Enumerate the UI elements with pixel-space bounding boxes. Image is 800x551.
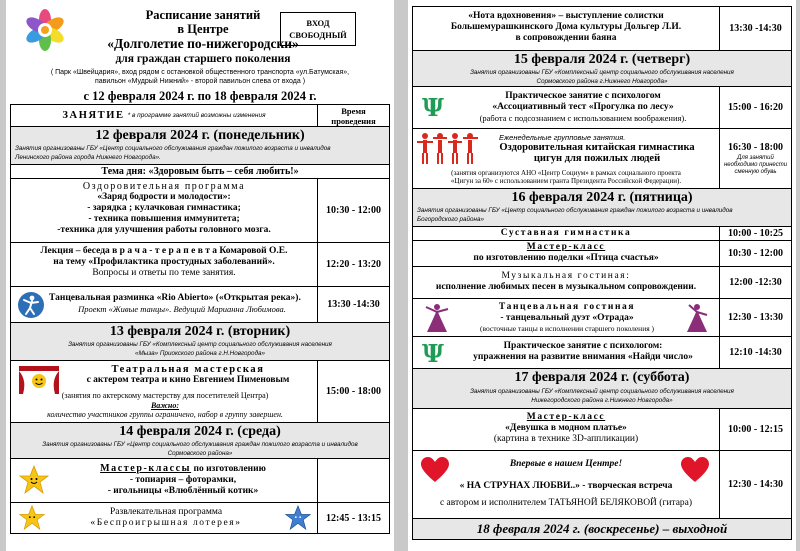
event-line: (занятия по актерскому мастерству для посетителей Центра)	[61, 391, 269, 400]
list-item	[412, 128, 792, 188]
event-title: Танцевальная гостиная	[498, 302, 636, 312]
event-line: -техника для улучшения работы головного мозга.	[57, 225, 271, 235]
organizer-line-2: Сормовского района»	[167, 449, 233, 457]
flower-logo-icon	[20, 8, 70, 52]
column-time: Время проведения	[317, 105, 389, 126]
day-title: 18 февраля 2024 г. (воскресенье) – выходной	[476, 521, 728, 536]
event-line: Практическое занятие с психологом:	[503, 341, 663, 351]
list-item	[412, 336, 792, 368]
day-header-wednesday	[10, 422, 390, 458]
list-item	[10, 458, 390, 502]
header-subtitle: в Центре	[177, 22, 229, 36]
heart-icon	[681, 457, 709, 483]
event-line: Танцевальная разминка «Rio Abierto» («Открытая река»).	[49, 293, 301, 303]
event-time: 10:00 - 10:25	[719, 227, 791, 240]
event-line: в сопровождении баяна	[515, 33, 617, 43]
event-line: Практическое занятие с психологом	[505, 91, 661, 101]
event-time: 15:00 - 16:20	[719, 87, 791, 128]
event-title: Музыкальная гостиная:	[501, 271, 631, 281]
event-line: на тему «Профилактика простудных заболеваний».	[53, 257, 275, 267]
smiling-star-icon	[285, 505, 311, 531]
event-line: «Девушка в модном платье»	[505, 423, 627, 433]
qigong-people-icon	[417, 131, 479, 165]
psi-icon: Ψ	[422, 338, 444, 368]
event-line: - техника повышения иммунитета;	[88, 214, 240, 224]
day-title: 16 февраля 2024 г. (пятница)	[511, 190, 693, 205]
event-title: Мастер-класс	[526, 242, 606, 252]
event-note-label: Важно:	[150, 400, 180, 410]
event-time: 13:30 -14:30	[719, 7, 791, 50]
event-time: 12:45 - 13:15	[317, 503, 389, 533]
heart-icon	[421, 457, 449, 483]
event-line: Проект «Живые танцы». Ведущий Марианна Любимова.	[78, 304, 286, 314]
event-line: с актером театра и кино Евгением Пименовым	[86, 375, 290, 385]
list-item	[10, 242, 390, 286]
event-line: Развлекательная программа	[109, 507, 223, 517]
event-line: « НА СТРУНАХ ЛЮБВИ..» - творческая встреча	[459, 481, 673, 491]
table-head-row	[10, 104, 390, 126]
organizer-line-1: Занятия организованы ГБУ «Комплексный центр социального обслуживания населения	[470, 388, 734, 395]
event-line: Впервые в нашем Центре!	[509, 459, 623, 469]
event-title: Оздоровительная программа	[82, 181, 246, 192]
dancer-icon	[17, 291, 45, 319]
event-line: Лекция – беседа в р а ч а - т е р а п е в т а Комаровой О.Е.	[40, 246, 288, 256]
event-line: - игольницы «Влюблённый котик»	[107, 486, 259, 496]
smiling-star-icon	[19, 505, 45, 531]
schedule-period: с 12 февраля 2024 г. по 18 февраля 2024 г.	[83, 89, 317, 103]
dancing-couple-icon	[423, 303, 451, 333]
day-header-saturday	[412, 368, 792, 408]
address-line-1: ( Парк «Швейцария», вход рядом с остановкой общественного транспорта «ул.Батумская»,	[50, 69, 350, 76]
list-item	[412, 6, 792, 50]
address-line-2: павильон «Мудрый Нижний» - второй павильон слева от входа )	[94, 78, 306, 85]
organizer-line-1: Занятия организованы ГБУ «Центр социального обслуживания граждан пожилого возраста и инвалидов	[417, 207, 733, 214]
day-header-tuesday	[10, 322, 390, 360]
organizer-line-1: Занятия организованы ГБУ «Центр социального обслуживания граждан пожилого возраста и инвалидов	[15, 145, 331, 152]
event-line: (восточные танцы в исполнении старшего поколения )	[479, 324, 655, 333]
schedule-page-right	[408, 0, 796, 551]
event-line: «Нота вдохновения» – выступление солистки	[468, 11, 664, 21]
event-time: 16:30 - 18:00	[728, 141, 783, 153]
event-line: по изготовлению поделки «Птица счастья»	[473, 253, 659, 263]
list-item	[412, 266, 792, 298]
day-header-monday	[10, 126, 390, 164]
event-pre-note: Еженедельные групповые занятия.	[499, 133, 626, 142]
theatre-curtain-icon	[19, 366, 59, 394]
event-line: - танцевальный дуэт «Отрада»	[500, 313, 634, 323]
organizer-line-2: Нижегородского района г.Нижнего Новгорода»	[531, 396, 673, 404]
organizer-line-1: Занятия организованы ГБУ «Комплексный центр социального обслуживания населения	[68, 341, 332, 348]
smiling-star-icon	[19, 465, 49, 495]
organizer-line-1: Занятия организованы ГБУ «Центр социального обслуживания граждан пожилого возраста и инвалидов	[42, 441, 358, 448]
day-title: 15 февраля 2024 г. (четверг)	[513, 52, 691, 67]
day-title: 14 февраля 2024 г. (среда)	[119, 424, 281, 439]
event-line: - топиария – фоторамки,	[129, 475, 237, 485]
day-title: 17 февраля 2024 г. (суббота)	[514, 370, 690, 385]
column-lesson: ЗАНЯТИЕ	[62, 110, 125, 121]
day-header-sunday	[412, 518, 792, 540]
event-time: 13:30 -14:30	[317, 287, 389, 322]
event-line: «Цигун за 60» с использованием гранта Президента Российской Федерации).	[450, 177, 682, 185]
event-line: Оздоровительная китайская гимнастика	[499, 142, 695, 153]
event-time: 10:30 - 12:00	[317, 179, 389, 242]
event-time: 12:20 - 13:20	[317, 243, 389, 286]
event-line: Суставная гимнастика	[500, 228, 632, 238]
event-line: исполнение любимых песен в музыкальном сопровождении.	[435, 282, 697, 292]
event-time: 12:10 -14:30	[719, 337, 791, 368]
day-title: 13 февраля 2024 г. (вторник)	[109, 324, 291, 339]
event-note: количество участников группы ограничено, набор в группу завершен.	[47, 410, 283, 419]
psi-icon: Ψ	[422, 92, 444, 122]
event-line: «Заряд бодрости и молодости»:	[97, 192, 231, 202]
day-header-friday	[412, 188, 792, 226]
organizer-line-2: Ленинского района города Нижнего Новгорода».	[15, 153, 161, 161]
event-line: «Ассоциативный тест «Прогулка по лесу»	[492, 102, 674, 112]
event-line: (занятия организуются АНО «Центр Социум» в рамках социального проекта	[451, 169, 681, 177]
list-item	[412, 298, 792, 336]
event-line: Вопросы и ответы по теме занятия.	[92, 268, 236, 278]
shoes-note: Для занятий необходимо принести сменную обувь	[723, 154, 788, 175]
organizer-line-2: Богородского района»	[417, 215, 485, 223]
organizer-line-1: Занятия организованы ГБУ «Комплексный центр социального обслуживания населения	[470, 69, 734, 76]
changes-note: * в программе занятий возможны изменения	[127, 112, 266, 119]
list-item	[412, 408, 792, 450]
event-time: 15:00 - 18:00	[317, 361, 389, 422]
event-line: цигун для пожилых людей	[533, 153, 661, 164]
center-name: «Долголетие по-нижегородски»	[107, 36, 299, 51]
event-time: 12:30 - 14:30	[719, 451, 791, 518]
event-title-suffix: по изготовлению	[193, 464, 266, 474]
event-line: упражнения на развитие внимания «Найди число»	[473, 352, 693, 362]
event-line: с автором и исполнителем ТАТЬЯНОЙ БЕЛЯКОВОЙ (гитара)	[439, 498, 693, 508]
day-header-thursday	[412, 50, 792, 86]
event-title: Мастер-классы	[100, 463, 192, 474]
organizer-line-2: «Мыза» Приокского района г.Н.Новгорода»	[134, 349, 266, 357]
list-item	[10, 360, 390, 422]
list-item	[10, 502, 390, 534]
address	[10, 68, 390, 86]
organizer-line-2: Сормовского района г.Нижнего Новгорода»	[536, 77, 668, 85]
dancer-icon	[683, 303, 711, 333]
list-item	[10, 286, 390, 322]
list-item	[412, 450, 792, 518]
list-item	[412, 86, 792, 128]
header-title: Расписание занятий	[145, 8, 261, 22]
free-entry-badge: ВХОД СВОБОДНЫЙ	[280, 12, 356, 46]
event-line: - зарядка ; кулачковая гимнастика;	[87, 203, 241, 213]
schedule-page-left	[6, 0, 394, 551]
event-line: «Беспроигрышная лотерея»	[90, 518, 242, 528]
event-title: Театральная мастерская	[111, 364, 265, 375]
event-time: 12:00 -12:30	[719, 267, 791, 298]
event-line: Большемурашкинского Дома культуры Дольгер Л.И.	[450, 22, 682, 32]
day-title: 12 февраля 2024 г. (понедельник)	[95, 128, 305, 143]
event-line: (картина в технике 3D-аппликации)	[493, 434, 639, 444]
event-title: Мастер-класс	[526, 412, 606, 422]
list-item	[412, 226, 792, 240]
event-time	[317, 459, 389, 502]
list-item	[10, 178, 390, 242]
event-time: 10:00 - 12:15	[719, 409, 791, 450]
audience-line: для граждан старшего поколения	[115, 53, 291, 65]
event-time: 12:30 - 13:30	[719, 299, 791, 336]
theme-row	[10, 164, 390, 178]
list-item	[412, 240, 792, 266]
day-theme: Тема дня: «Здоровым быть – себя любить!»	[101, 166, 299, 177]
event-line: (работа с подсознанием с использованием воображения).	[479, 113, 687, 123]
event-time: 10:30 - 12:00	[719, 241, 791, 266]
